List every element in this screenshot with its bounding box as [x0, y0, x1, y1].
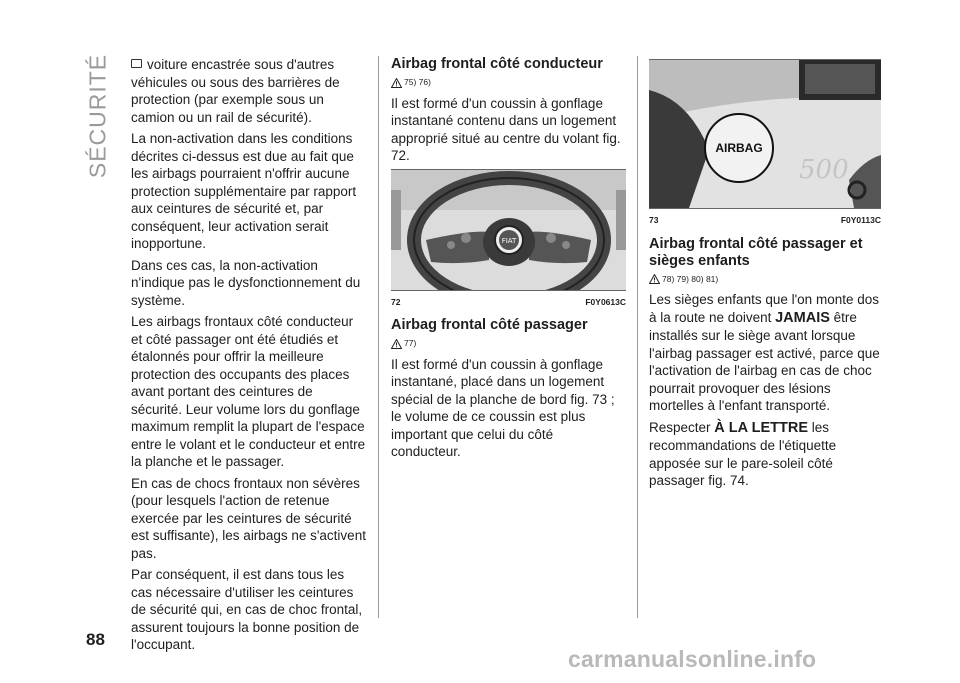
paragraph-text: les recommandations de l'étiquette apposée sur le pare-soleil côté passager fig. 74. — [649, 419, 837, 488]
paragraph: Il est formé d'un coussin à gonflage instantané, placé dans un logement spécial de la planche de bord fig. 73 ; le volume de ce coussin est plus important que celui du côté conducteur. — [391, 356, 615, 459]
figure-number: 73 — [649, 215, 659, 225]
paragraph: La non-activation dans les conditions décrites ci-dessus est due au fait que les airbags pourraient n'offrir aucune protection supplémentaire par rapport aux ceintures de sécurité et, par conséquent, leur activation serait inopportune. — [131, 131, 357, 251]
airbag-label: AIRBAG — [715, 141, 763, 155]
paragraph: Par conséquent, il est dans tous les cas nécessaire d'utiliser les ceintures de sécurité qui, en cas de choc frontal, assurent toujours la bonne position de l'occupant. — [131, 567, 363, 652]
section-heading: Airbag frontal côté passager et sièges enfants — [649, 235, 863, 269]
section-title: SÉCURITÉ — [84, 53, 111, 179]
figure-code: F0Y0613C — [585, 296, 626, 307]
paragraph — [649, 291, 881, 415]
column-divider — [378, 56, 379, 618]
warning-triangle-icon — [391, 78, 402, 88]
reference-numbers: 75) 76) — [404, 77, 431, 87]
warning-triangle-icon — [649, 274, 660, 284]
figure-73-passenger-airbag — [649, 59, 881, 209]
figure-code: F0Y0113C — [840, 215, 881, 225]
column-3 — [649, 56, 881, 494]
steering-wheel-image — [391, 170, 626, 290]
paragraph: Dans ces cas, la non-activation n'indique pas le dysfonctionnement du système. — [131, 257, 361, 308]
column-1 — [131, 56, 367, 658]
column-divider — [637, 56, 638, 618]
paragraph — [649, 419, 881, 490]
figure-caption — [391, 294, 626, 312]
section-heading: Airbag frontal côté passager — [391, 317, 588, 333]
watermark: carmanualsonline.info — [568, 646, 817, 672]
section-heading: Airbag frontal côté conducteur — [391, 56, 603, 72]
paragraph: En cas de chocs frontaux non sévères (pour lesquels l'action de retenue exercée par les ceintures de sécurité est suffisante), les airbags ne s'activent pas. — [131, 475, 366, 561]
paragraph-text: Les sièges enfants que l'on monte dos à la route ne doivent — [649, 292, 879, 325]
paragraph-text: être installés sur le siège avant lorsque l'airbag passager est activé, parce que l'activation de l'airbag en cas de choc pourrait provoquer des lésions mortelles à l'enfant transporté. — [649, 309, 880, 413]
warning-references — [391, 74, 626, 92]
dashboard-airbag-image — [649, 60, 881, 208]
paragraph-text: Respecter — [649, 419, 711, 435]
figure-number: 72 — [391, 296, 401, 307]
vehicle-icon — [131, 59, 142, 68]
500-logo: 500 — [799, 155, 849, 185]
column-2 — [391, 56, 626, 465]
paragraph — [131, 56, 367, 126]
paragraph: Il est formé d'un coussin à gonflage instantané contenu dans un logement approprié situé au centre du volant fig. 72. — [391, 95, 621, 163]
emphasis-text: JAMAIS — [775, 309, 830, 326]
figure-72-steering-wheel — [391, 169, 626, 291]
paragraph: Les airbags frontaux côté conducteur et côté passager ont été étudiés et étalonnés pour offrir la meilleure protection des occupants des places avant portant des ceintures de sécurité. Leur volume lors du gonflage maximum remplit la plupart de l'espace entre le volant et le conducteur et entre la planche et le passager. — [131, 314, 366, 469]
paragraph-text: voiture encastrée sous d'autres véhicules ou sous des barrières de protection (par exemple sous un camion ou un rail de sécurité). — [131, 57, 340, 125]
reference-numbers: 77) — [404, 338, 417, 348]
warning-triangle-icon — [391, 339, 402, 349]
emphasis-text: À LA LETTRE — [714, 419, 809, 436]
warning-references — [649, 271, 881, 289]
section-tab — [84, 53, 111, 179]
figure-caption — [649, 212, 881, 230]
reference-numbers: 78) 79) 80) 81) — [662, 273, 719, 284]
warning-references — [391, 335, 626, 353]
page-number: 88 — [86, 630, 105, 649]
svg-text:FIAT: FIAT — [501, 236, 517, 245]
